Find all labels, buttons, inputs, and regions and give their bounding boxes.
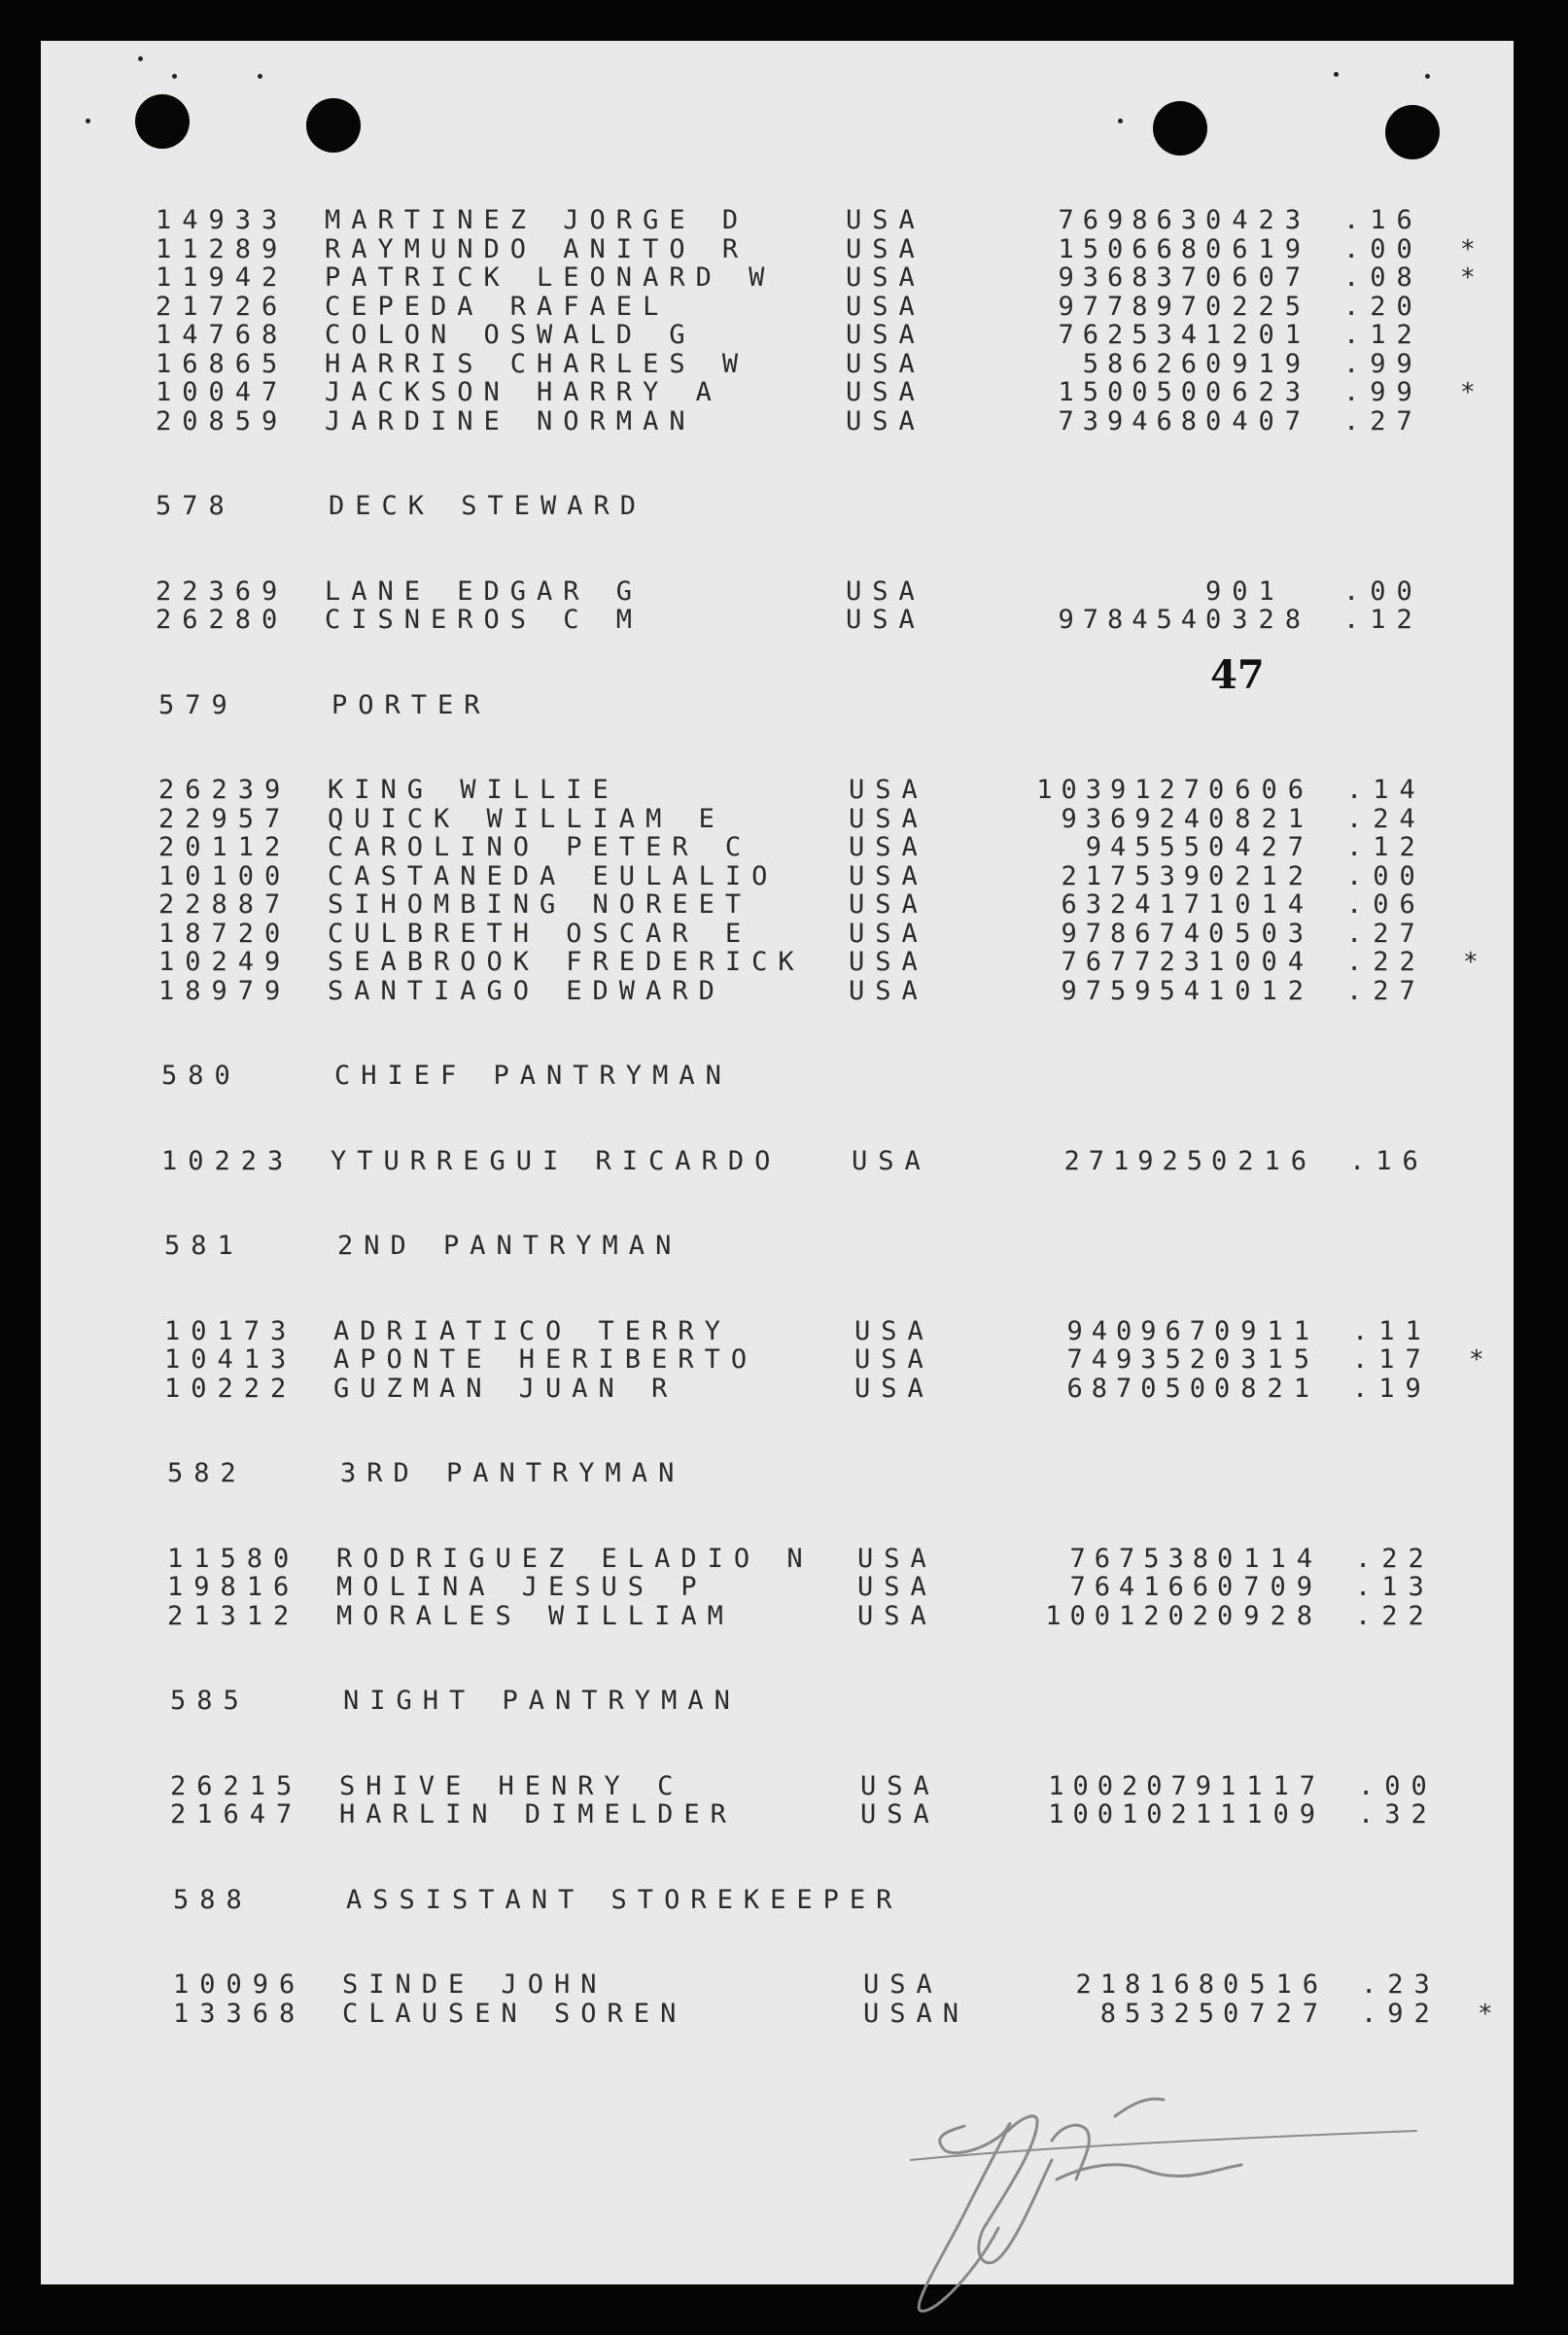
citizenship: USA xyxy=(849,804,928,834)
section-header xyxy=(156,492,1128,521)
table-row xyxy=(161,1147,1431,1176)
job-code: 581 xyxy=(164,1231,244,1261)
crew-number: 11580 xyxy=(167,1544,300,1574)
crew-name: RODRIGUEZ ELADIO N xyxy=(336,1544,814,1574)
ink-speck xyxy=(258,74,262,79)
book-number: 687050 xyxy=(1066,1374,1214,1404)
table-row xyxy=(158,947,1489,977)
date-code: 0606 xyxy=(1208,775,1315,805)
date-code: 0607 xyxy=(1205,262,1312,293)
citizenship: USA xyxy=(846,576,925,607)
ink-speck xyxy=(1118,119,1123,123)
crew-name: SINDE JOHN xyxy=(342,1969,608,2000)
crew-name: CASTANEDA EULALIO xyxy=(328,861,779,891)
citizenship: USA xyxy=(846,262,925,293)
book-number: 271925 xyxy=(1063,1146,1211,1176)
section-header xyxy=(158,691,1131,720)
cents-value: .13 xyxy=(1355,1572,1435,1602)
date-code: 0516 xyxy=(1223,1969,1330,2000)
cents-value: .08 xyxy=(1343,262,1423,293)
book-number: 749352 xyxy=(1066,1344,1214,1375)
book-number: 762534 xyxy=(1058,320,1205,350)
job-title: 2ND PANTRYMAN xyxy=(337,1231,682,1261)
table-row xyxy=(158,805,1431,834)
book-number: 975954 xyxy=(1061,976,1208,1006)
job-code: 578 xyxy=(156,491,235,521)
book-number: 632417 xyxy=(1061,889,1208,920)
book-number: 218168 xyxy=(1075,1969,1223,2000)
date-code: 0503 xyxy=(1208,919,1315,949)
cents-value: .32 xyxy=(1358,1799,1438,1830)
crew-number: 18720 xyxy=(158,919,292,949)
book-number: 94555 xyxy=(1085,832,1208,862)
table-row xyxy=(158,833,1431,862)
table-row xyxy=(156,262,1486,293)
cents-value: .16 xyxy=(1349,1146,1429,1176)
crew-number: 13368 xyxy=(173,1999,306,2029)
book-number: 764166 xyxy=(1069,1572,1217,1602)
date-code: 0407 xyxy=(1205,406,1312,436)
date-code: 0114 xyxy=(1217,1544,1324,1574)
job-code: 585 xyxy=(170,1686,250,1716)
date-code: 0919 xyxy=(1205,349,1312,379)
citizenship: USA xyxy=(857,1544,937,1574)
crew-name: JARDINE NORMAN xyxy=(325,406,696,436)
crew-number: 21726 xyxy=(156,292,289,322)
crew-name: CLAUSEN SOREN xyxy=(342,1999,687,2029)
cents-value: .22 xyxy=(1346,947,1426,977)
book-number: 150668 xyxy=(1058,234,1205,264)
date-code: 0623 xyxy=(1205,377,1312,407)
asterisk-mark: * xyxy=(1460,378,1486,407)
crew-number: 10222 xyxy=(164,1374,297,1404)
cents-value: .99 xyxy=(1343,349,1423,379)
cents-value: .00 xyxy=(1343,576,1423,607)
date-code: 0427 xyxy=(1208,832,1315,862)
citizenship: USA xyxy=(849,919,928,949)
job-code: 579 xyxy=(158,690,238,720)
crew-number: 20112 xyxy=(158,832,292,862)
date-code: 1201 xyxy=(1205,320,1312,350)
ink-speck xyxy=(1425,74,1430,79)
book-number: 739468 xyxy=(1058,406,1205,436)
cents-value: .00 xyxy=(1343,234,1423,264)
cents-value: .27 xyxy=(1346,976,1426,1006)
crew-name: HARRIS CHARLES W xyxy=(325,349,749,379)
page-number: 47 xyxy=(1210,652,1265,698)
cents-value: .23 xyxy=(1361,1969,1441,2000)
cents-value: .20 xyxy=(1343,292,1423,322)
table-row xyxy=(167,1544,1435,1574)
crew-number: 10413 xyxy=(164,1344,297,1375)
cents-value: .22 xyxy=(1355,1601,1435,1631)
crew-name: SANTIAGO EDWARD xyxy=(328,976,725,1006)
citizenship: USAN xyxy=(863,1999,970,2029)
book-number: 1001202 xyxy=(1045,1601,1217,1631)
crew-name: APONTE HERIBERTO xyxy=(333,1344,758,1375)
citizenship: USA xyxy=(860,1771,940,1801)
crew-name: JACKSON HARRY A xyxy=(325,377,722,407)
crew-name: LANE EDGAR G xyxy=(325,576,644,607)
date-code: 1014 xyxy=(1208,889,1315,920)
crew-number: 22887 xyxy=(158,889,292,920)
citizenship: USA xyxy=(846,320,925,350)
asterisk-mark: * xyxy=(1469,1345,1495,1375)
date-code: 0216 xyxy=(1211,1146,1318,1176)
job-title: ASSISTANT STOREKEEPER xyxy=(346,1885,903,1915)
crew-number: 22369 xyxy=(156,576,289,607)
punch-hole xyxy=(1385,105,1440,159)
crew-number: 11289 xyxy=(156,234,289,264)
cents-value: .24 xyxy=(1346,804,1426,834)
crew-name: HARLIN DIMELDER xyxy=(339,1799,737,1830)
book-number: 1001021 xyxy=(1048,1799,1220,1830)
table-row xyxy=(156,606,1431,635)
job-title: CHIEF PANTRYMAN xyxy=(334,1061,732,1091)
crew-number: 10249 xyxy=(158,947,292,977)
table-row xyxy=(158,890,1431,920)
crew-name: PATRICK LEONARD W xyxy=(325,262,776,293)
citizenship: USA xyxy=(854,1316,934,1346)
citizenship: USA xyxy=(849,889,928,920)
crew-number: 10173 xyxy=(164,1316,297,1346)
crew-number: 21647 xyxy=(170,1799,303,1830)
crew-name: YTURREGUI RICARDO xyxy=(331,1146,782,1176)
crew-name: SIHOMBING NOREET xyxy=(328,889,752,920)
section-header xyxy=(164,1232,1136,1261)
job-code: 582 xyxy=(167,1458,247,1488)
crew-name: SEABROOK FREDERICK xyxy=(328,947,805,977)
book-number: 58626 xyxy=(1082,349,1205,379)
date-code: 0315 xyxy=(1214,1344,1321,1375)
citizenship: USA xyxy=(849,775,928,805)
citizenship: USA xyxy=(846,377,925,407)
job-title: DECK STEWARD xyxy=(329,491,647,521)
cents-value: .19 xyxy=(1352,1374,1432,1404)
date-code: 0328 xyxy=(1205,605,1312,635)
table-row xyxy=(156,407,1431,436)
date-code: 0821 xyxy=(1214,1374,1321,1404)
citizenship: USA xyxy=(857,1601,937,1631)
book-number: 977897 xyxy=(1058,292,1205,322)
citizenship: USA xyxy=(849,947,928,977)
book-number: 936837 xyxy=(1058,262,1205,293)
crew-number: 16865 xyxy=(156,349,289,379)
citizenship: USA xyxy=(846,205,925,235)
crew-number: 10223 xyxy=(161,1146,295,1176)
table-row xyxy=(156,350,1431,379)
citizenship: USA xyxy=(849,832,928,862)
date-code: 0709 xyxy=(1217,1572,1324,1602)
cents-value: .12 xyxy=(1343,605,1423,635)
table-row xyxy=(170,1799,1438,1830)
cents-value: .00 xyxy=(1358,1771,1438,1801)
citizenship: USA xyxy=(852,1146,931,1176)
table-row xyxy=(156,377,1486,407)
crew-name: KING WILLIE xyxy=(328,775,619,805)
cents-value: .00 xyxy=(1346,861,1426,891)
section-header xyxy=(161,1062,1133,1091)
book-number: 150050 xyxy=(1058,377,1205,407)
cents-value: .12 xyxy=(1343,320,1423,350)
job-title: 3RD PANTRYMAN xyxy=(340,1458,685,1488)
citizenship: USA xyxy=(854,1374,934,1404)
date-code: 1012 xyxy=(1208,976,1315,1006)
cents-value: .16 xyxy=(1343,205,1423,235)
date-code: 901 xyxy=(1205,576,1285,607)
punch-hole xyxy=(1153,101,1207,156)
crew-name: ADRIATICO TERRY xyxy=(333,1316,731,1346)
crew-number: 26280 xyxy=(156,605,289,635)
table-row xyxy=(170,1771,1438,1801)
table-row xyxy=(156,234,1486,264)
date-code: 0911 xyxy=(1214,1316,1321,1346)
crew-name: CULBRETH OSCAR E xyxy=(328,919,752,949)
book-number: 85325 xyxy=(1099,1999,1223,2029)
crew-name: CAROLINO PETER C xyxy=(328,832,752,862)
date-code: 0928 xyxy=(1217,1601,1324,1631)
citizenship: USA xyxy=(863,1969,943,2000)
table-row xyxy=(173,1969,1441,2000)
book-number: 767538 xyxy=(1069,1544,1217,1574)
date-code: 0212 xyxy=(1208,861,1315,891)
punch-hole xyxy=(306,98,361,153)
crew-number: 26215 xyxy=(170,1771,303,1801)
crew-number: 20859 xyxy=(156,406,289,436)
crew-name: COLON OSWALD G xyxy=(325,320,696,350)
citizenship: USA xyxy=(849,861,928,891)
citizenship: USA xyxy=(857,1572,937,1602)
crew-number: 11942 xyxy=(156,262,289,293)
book-number: 940967 xyxy=(1066,1316,1214,1346)
cents-value: .14 xyxy=(1346,775,1426,805)
book-number: 767723 xyxy=(1061,947,1208,977)
crew-name: CISNEROS C M xyxy=(325,605,644,635)
book-number: 769863 xyxy=(1058,205,1205,235)
crew-name: GUZMAN JUAN R xyxy=(333,1374,679,1404)
table-row xyxy=(158,776,1431,805)
crew-number: 14768 xyxy=(156,320,289,350)
book-number: 217539 xyxy=(1061,861,1208,891)
date-code: 0821 xyxy=(1208,804,1315,834)
citizenship: USA xyxy=(846,292,925,322)
job-title: NIGHT PANTRYMAN xyxy=(343,1686,741,1716)
ink-speck xyxy=(138,56,143,61)
crew-number: 21312 xyxy=(167,1601,300,1631)
job-title: PORTER xyxy=(331,690,491,720)
crew-number: 22957 xyxy=(158,804,292,834)
cents-value: .12 xyxy=(1346,832,1426,862)
citizenship: USA xyxy=(854,1344,934,1375)
crew-name: RAYMUNDO ANITO R xyxy=(325,234,749,264)
date-code: 1117 xyxy=(1220,1771,1327,1801)
crew-name: CEPEDA RAFAEL xyxy=(325,292,670,322)
section-header xyxy=(170,1687,1142,1716)
crew-name: QUICK WILLIAM E xyxy=(328,804,725,834)
date-code: 0225 xyxy=(1205,292,1312,322)
ink-speck xyxy=(86,119,90,123)
citizenship: USA xyxy=(860,1799,940,1830)
table-row xyxy=(156,321,1431,350)
cents-value: .99 xyxy=(1343,377,1423,407)
job-code: 588 xyxy=(173,1885,253,1915)
citizenship: USA xyxy=(846,406,925,436)
section-header xyxy=(167,1459,1139,1488)
table-row xyxy=(167,1601,1435,1631)
table-row xyxy=(167,1572,1435,1602)
crew-number: 10047 xyxy=(156,377,289,407)
book-number: 936924 xyxy=(1061,804,1208,834)
asterisk-mark: * xyxy=(1460,263,1486,293)
asterisk-mark: * xyxy=(1460,235,1486,264)
crew-name: MORALES WILLIAM xyxy=(336,1601,734,1631)
crew-name: MOLINA JESUS P xyxy=(336,1572,708,1602)
cents-value: .22 xyxy=(1355,1544,1435,1574)
table-row xyxy=(164,1344,1495,1375)
ink-speck xyxy=(172,74,177,79)
cents-value: .27 xyxy=(1346,919,1426,949)
book-number: 1002079 xyxy=(1048,1771,1220,1801)
date-code: 0619 xyxy=(1205,234,1312,264)
crew-number: 26239 xyxy=(158,775,292,805)
table-row xyxy=(173,1999,1504,2029)
job-code: 580 xyxy=(161,1061,241,1091)
date-code: 0727 xyxy=(1223,1999,1330,2029)
cents-value: .06 xyxy=(1346,889,1426,920)
asterisk-mark: * xyxy=(1463,948,1489,977)
cents-value: .92 xyxy=(1361,1999,1441,2029)
book-number: 1039127 xyxy=(1036,775,1208,805)
crew-name: MARTINEZ JORGE D xyxy=(325,205,749,235)
citizenship: USA xyxy=(846,605,925,635)
crew-number: 14933 xyxy=(156,205,289,235)
table-row xyxy=(164,1375,1431,1404)
table-row xyxy=(158,862,1431,891)
crew-number: 19816 xyxy=(167,1572,300,1602)
date-code: 1004 xyxy=(1208,947,1315,977)
table-row xyxy=(156,206,1431,235)
citizenship: USA xyxy=(846,234,925,264)
document-page xyxy=(41,41,1514,2284)
punch-hole xyxy=(135,94,190,149)
citizenship: USA xyxy=(849,976,928,1006)
table-row xyxy=(158,920,1431,949)
cents-value: .11 xyxy=(1352,1316,1432,1346)
asterisk-mark: * xyxy=(1478,2000,1504,2029)
crew-number: 18979 xyxy=(158,976,292,1006)
book-number: 978674 xyxy=(1061,919,1208,949)
crew-number: 10096 xyxy=(173,1969,306,2000)
table-row xyxy=(156,577,1431,607)
date-code: 1109 xyxy=(1220,1799,1327,1830)
table-row xyxy=(164,1317,1431,1346)
handwritten-signature xyxy=(891,2073,1436,2335)
citizenship: USA xyxy=(846,349,925,379)
section-header xyxy=(173,1886,1145,1915)
table-row xyxy=(156,293,1431,322)
ink-speck xyxy=(1334,72,1339,77)
table-row xyxy=(158,977,1431,1006)
cents-value: .27 xyxy=(1343,406,1423,436)
book-number: 978454 xyxy=(1058,605,1205,635)
cents-value: .17 xyxy=(1352,1344,1432,1375)
crew-name: SHIVE HENRY C xyxy=(339,1771,684,1801)
crew-number: 10100 xyxy=(158,861,292,891)
date-code: 0423 xyxy=(1205,205,1312,235)
